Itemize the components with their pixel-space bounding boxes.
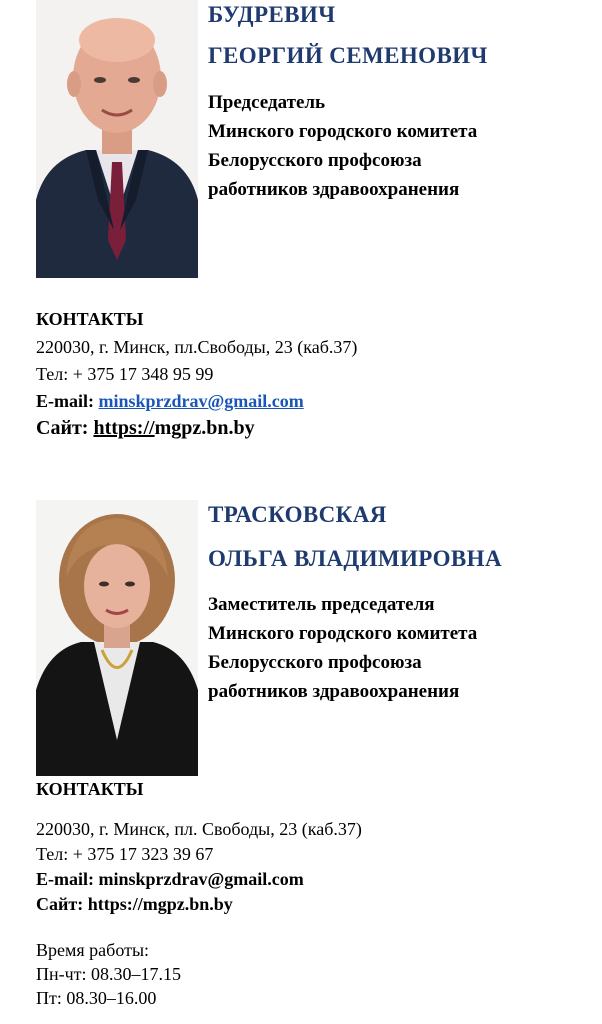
portrait-photo-budrevich [36,0,198,278]
portrait-man-image [36,0,198,278]
email-label: E-mail: [36,391,94,411]
hours-title: Время работы: [36,940,150,960]
position-line: работников здравоохранения [208,681,460,702]
person2-address: 220030, г. Минск, пл. Свободы, 23 (каб.37) [36,819,362,839]
person1-address: 220030, г. Минск, пл.Свободы, 23 (каб.37) [36,337,358,357]
person2-surname: ТРАСКОВСКАЯ [208,502,387,527]
position-line: работников здравоохранения [208,179,460,200]
person2-phone: Тел: + 375 17 323 39 67 [36,844,214,864]
person1-position [208,88,477,204]
person2-contacts [36,816,362,916]
person1-given-names: ГЕОРГИЙ СЕМЕНОВИЧ [208,43,488,68]
person1-contacts [36,334,357,442]
person1-site-row [36,415,357,442]
position-line: Белорусского профсоюза [208,150,422,171]
working-hours [36,938,181,1010]
hours-friday: Пт: 08.30–16.00 [36,988,157,1008]
position-line: Белорусского профсоюза [208,652,422,673]
person2-position [208,590,477,706]
hours-weekdays: Пн-чт: 08.30–17.15 [36,964,182,984]
person1-site-host: mgpz.bn.by [154,417,255,439]
portrait-photo-traskovskaya [36,500,198,776]
person2-given-names: ОЛЬГА ВЛАДИМИРОВНА [208,546,502,571]
person2-site[interactable]: Сайт: https://mgpz.bn.by [36,894,233,914]
person1-contacts-heading: КОНТАКТЫ [36,309,144,329]
person1-email-row [36,388,357,415]
position-line: Заместитель председателя [208,594,435,615]
person2-email[interactable]: E-mail: minskprzdrav@gmail.com [36,869,304,889]
person1-phone: Тел: + 375 17 348 95 99 [36,364,214,384]
portrait-woman-image [36,500,198,776]
person1-site-link[interactable]: https:// [93,417,155,439]
position-line: Минского городского комитета [208,623,478,644]
person2-contacts-heading: КОНТАКТЫ [36,779,144,799]
site-label: Сайт: [36,417,89,439]
person1-surname: БУДРЕВИЧ [208,2,336,27]
position-line: Минского городского комитета [208,121,478,142]
person1-email-link[interactable]: minskprzdrav@gmail.com [98,391,304,411]
position-line: Председатель [208,92,326,113]
